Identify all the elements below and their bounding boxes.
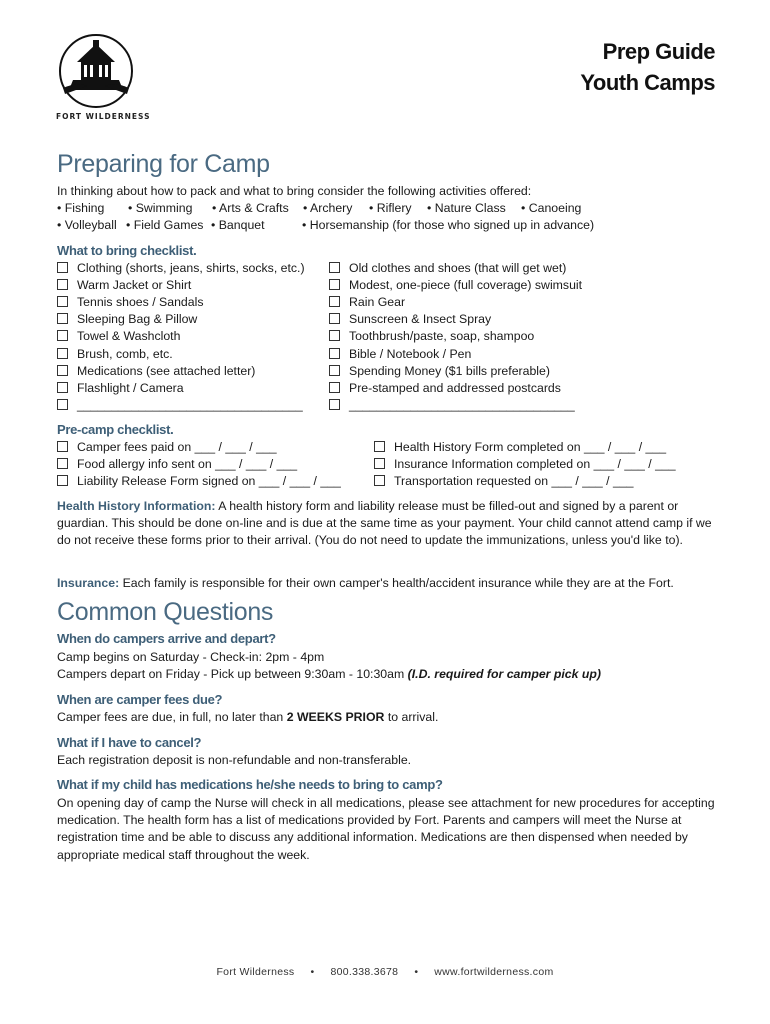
checkbox[interactable] <box>374 441 385 452</box>
checklist-item <box>374 439 666 456</box>
checklist-item <box>329 363 550 380</box>
insurance-text: Each family is responsible for their own camper's health/accident insurance while they are at the Fort. <box>119 576 674 590</box>
activity-item: • Swimming <box>128 201 193 215</box>
checklist-item <box>329 277 582 294</box>
checklist-label: _________________________________ <box>77 397 303 412</box>
checklist-label: Modest, one-piece (full coverage) swimsuit <box>349 278 583 293</box>
checklist-label: Bible / Notebook / Pen <box>349 346 472 361</box>
activity-item: • Arts & Crafts <box>212 201 289 215</box>
checklist-item <box>329 260 566 277</box>
question-medications: What if my child has medications he/she needs to bring to camp? <box>57 777 443 792</box>
title-line-2: Youth Camps <box>580 70 715 95</box>
fort-wilderness-logo <box>57 32 157 121</box>
answer-fees <box>57 709 438 726</box>
checklist-label: Transportation requested on ___ / ___ / ___ <box>394 474 634 488</box>
checkbox[interactable] <box>57 262 68 273</box>
checklist-label: Camper fees paid on ___ / ___ / ___ <box>77 440 277 454</box>
activity-item: • Banquet <box>211 218 265 232</box>
lodge-emblem-icon <box>57 32 135 110</box>
checklist-item <box>329 380 561 397</box>
checkbox[interactable] <box>329 348 340 359</box>
checkbox[interactable] <box>329 399 340 410</box>
activity-item: • Fishing <box>57 201 105 215</box>
checklist-item <box>329 294 405 311</box>
checklist-label: Tennis shoes / Sandals <box>77 295 204 310</box>
checklist-item <box>57 260 305 277</box>
preparing-intro: In thinking about how to pack and what to bring consider the following activities offered: <box>57 184 532 198</box>
checklist-label: Warm Jacket or Shirt <box>77 278 192 293</box>
checklist-item <box>329 328 534 345</box>
checklist-item <box>329 397 575 414</box>
footer-phone: 800.338.3678 <box>330 966 399 978</box>
checklist-label: Sunscreen & Insect Spray <box>349 312 492 327</box>
activity-item: • Riflery <box>369 201 412 215</box>
checkbox[interactable] <box>329 279 340 290</box>
health-history-text: A health history form and liability release must be filled-out and signed by a parent or guardian. This should be done on-line and is due at the same time as your payment. Your child cannot attend camp if we do not receive these forms prior to their arrival. (You do not need to update the immunizations, unless you'd like to). <box>57 499 712 548</box>
health-history-label: Health History Information: <box>57 499 216 513</box>
footer-name: Fort Wilderness <box>216 966 295 978</box>
checklist-item <box>57 328 180 345</box>
answer-fees-pre: Camper fees are due, in full, no later than <box>57 710 287 724</box>
activity-item: • Nature Class <box>427 201 506 215</box>
checkbox[interactable] <box>57 365 68 376</box>
checklist-label: Rain Gear <box>349 295 406 310</box>
checkbox[interactable] <box>329 313 340 324</box>
activity-item: • Field Games <box>126 218 204 232</box>
preparing-heading: Preparing for Camp <box>57 150 270 178</box>
page-footer <box>0 966 770 978</box>
checklist-item <box>57 456 297 473</box>
activity-item: • Archery <box>303 201 353 215</box>
question-fees: When are camper fees due? <box>57 692 223 707</box>
checkbox[interactable] <box>374 458 385 469</box>
answer-arrival-text: Campers depart on Friday - Pick up between 9:30am - 10:30am <box>57 667 408 681</box>
checklist-label: Spending Money ($1 bills preferable) <box>349 363 550 378</box>
checklist-label: _________________________________ <box>349 397 575 412</box>
checklist-item <box>57 473 341 490</box>
answer-fees-post: to arrival. <box>384 710 439 724</box>
checkbox[interactable] <box>57 330 68 341</box>
checklist-item <box>57 439 277 456</box>
checkbox[interactable] <box>329 382 340 393</box>
checkbox[interactable] <box>57 279 68 290</box>
checklist-item <box>57 311 197 328</box>
checkbox[interactable] <box>57 441 68 452</box>
checklist-label: Toothbrush/paste, soap, shampoo <box>349 329 535 344</box>
checklist-item <box>374 473 634 490</box>
checklist-label: Food allergy info sent on ___ / ___ / ___ <box>77 457 298 471</box>
insurance-label: Insurance: <box>57 576 120 590</box>
checkbox[interactable] <box>329 296 340 307</box>
questions-heading: Common Questions <box>57 598 274 626</box>
answer-arrival-line1: Camp begins on Saturday - Check-in: 2pm - 4pm <box>57 650 325 664</box>
question-cancel: What if I have to cancel? <box>57 735 202 750</box>
checkbox[interactable] <box>329 262 340 273</box>
checklist-label: Insurance Information completed on ___ / ___ / ___ <box>394 457 676 471</box>
checkbox[interactable] <box>374 475 385 486</box>
checklist-label: Sleeping Bag & Pillow <box>77 312 198 327</box>
checklist-item <box>329 346 471 363</box>
title-line-1: Prep Guide <box>602 39 715 64</box>
answer-fees-emphasis: 2 WEEKS PRIOR <box>286 710 385 724</box>
checklist-label: Pre-stamped and addressed postcards <box>349 380 561 395</box>
document-title <box>580 36 715 98</box>
checklist-item <box>57 277 191 294</box>
bring-heading: What to bring checklist. <box>57 243 197 258</box>
checkbox[interactable] <box>57 382 68 393</box>
checklist-item <box>57 397 303 414</box>
activity-item: • Horsemanship (for those who signed up in advance) <box>302 218 595 232</box>
checklist-item <box>57 363 255 380</box>
checklist-item <box>57 380 184 397</box>
insurance-paragraph <box>57 575 722 592</box>
logo-wordmark: FORT WILDERNESS <box>56 112 151 121</box>
checklist-label: Health History Form completed on ___ / ___ / ___ <box>394 440 667 454</box>
footer-website: www.fortwilderness.com <box>434 966 554 978</box>
checklist-item <box>329 311 491 328</box>
question-arrival: When do campers arrive and depart? <box>57 631 276 646</box>
checklist-label: Towel & Washcloth <box>77 329 181 344</box>
checkbox[interactable] <box>57 348 68 359</box>
checkbox[interactable] <box>329 330 340 341</box>
checkbox[interactable] <box>329 365 340 376</box>
checklist-item <box>57 346 173 363</box>
activity-item: • Canoeing <box>521 201 582 215</box>
checklist-label: Flashlight / Camera <box>77 380 184 395</box>
footer-separator: • <box>310 966 315 978</box>
activity-item: • Volleyball <box>57 218 117 232</box>
id-required-note: (I.D. required for camper pick up) <box>407 667 602 681</box>
checklist-label: Brush, comb, etc. <box>77 346 173 361</box>
checkbox[interactable] <box>57 296 68 307</box>
checklist-label: Clothing (shorts, jeans, shirts, socks, etc.) <box>77 261 305 275</box>
checkbox[interactable] <box>57 313 68 324</box>
checklist-label: Medications (see attached letter) <box>77 363 256 378</box>
health-history-paragraph <box>57 498 722 550</box>
checklist-label: Liability Release Form signed on ___ / ___ / ___ <box>77 474 341 488</box>
precamp-heading: Pre-camp checklist. <box>57 422 174 437</box>
checkbox[interactable] <box>57 399 68 410</box>
answer-cancel: Each registration deposit is non-refundable and non-transferable. <box>57 753 412 767</box>
answer-arrival-line2 <box>57 666 601 683</box>
checkbox[interactable] <box>57 458 68 469</box>
checklist-item <box>374 456 676 473</box>
answer-medications: On opening day of camp the Nurse will check in all medications, please see attachment for new procedures for accepting medication. The health form has a list of medications provided by Fort. Parents and campers will meet the Nurse at registration time and be able to discuss any additional information. Medications are then dispensed when needed by appropriate medical staff throughout the week. <box>57 796 715 862</box>
checkbox[interactable] <box>57 475 68 486</box>
footer-separator: • <box>414 966 419 978</box>
checklist-label: Old clothes and shoes (that will get wet) <box>349 261 567 275</box>
checklist-item <box>57 294 203 311</box>
